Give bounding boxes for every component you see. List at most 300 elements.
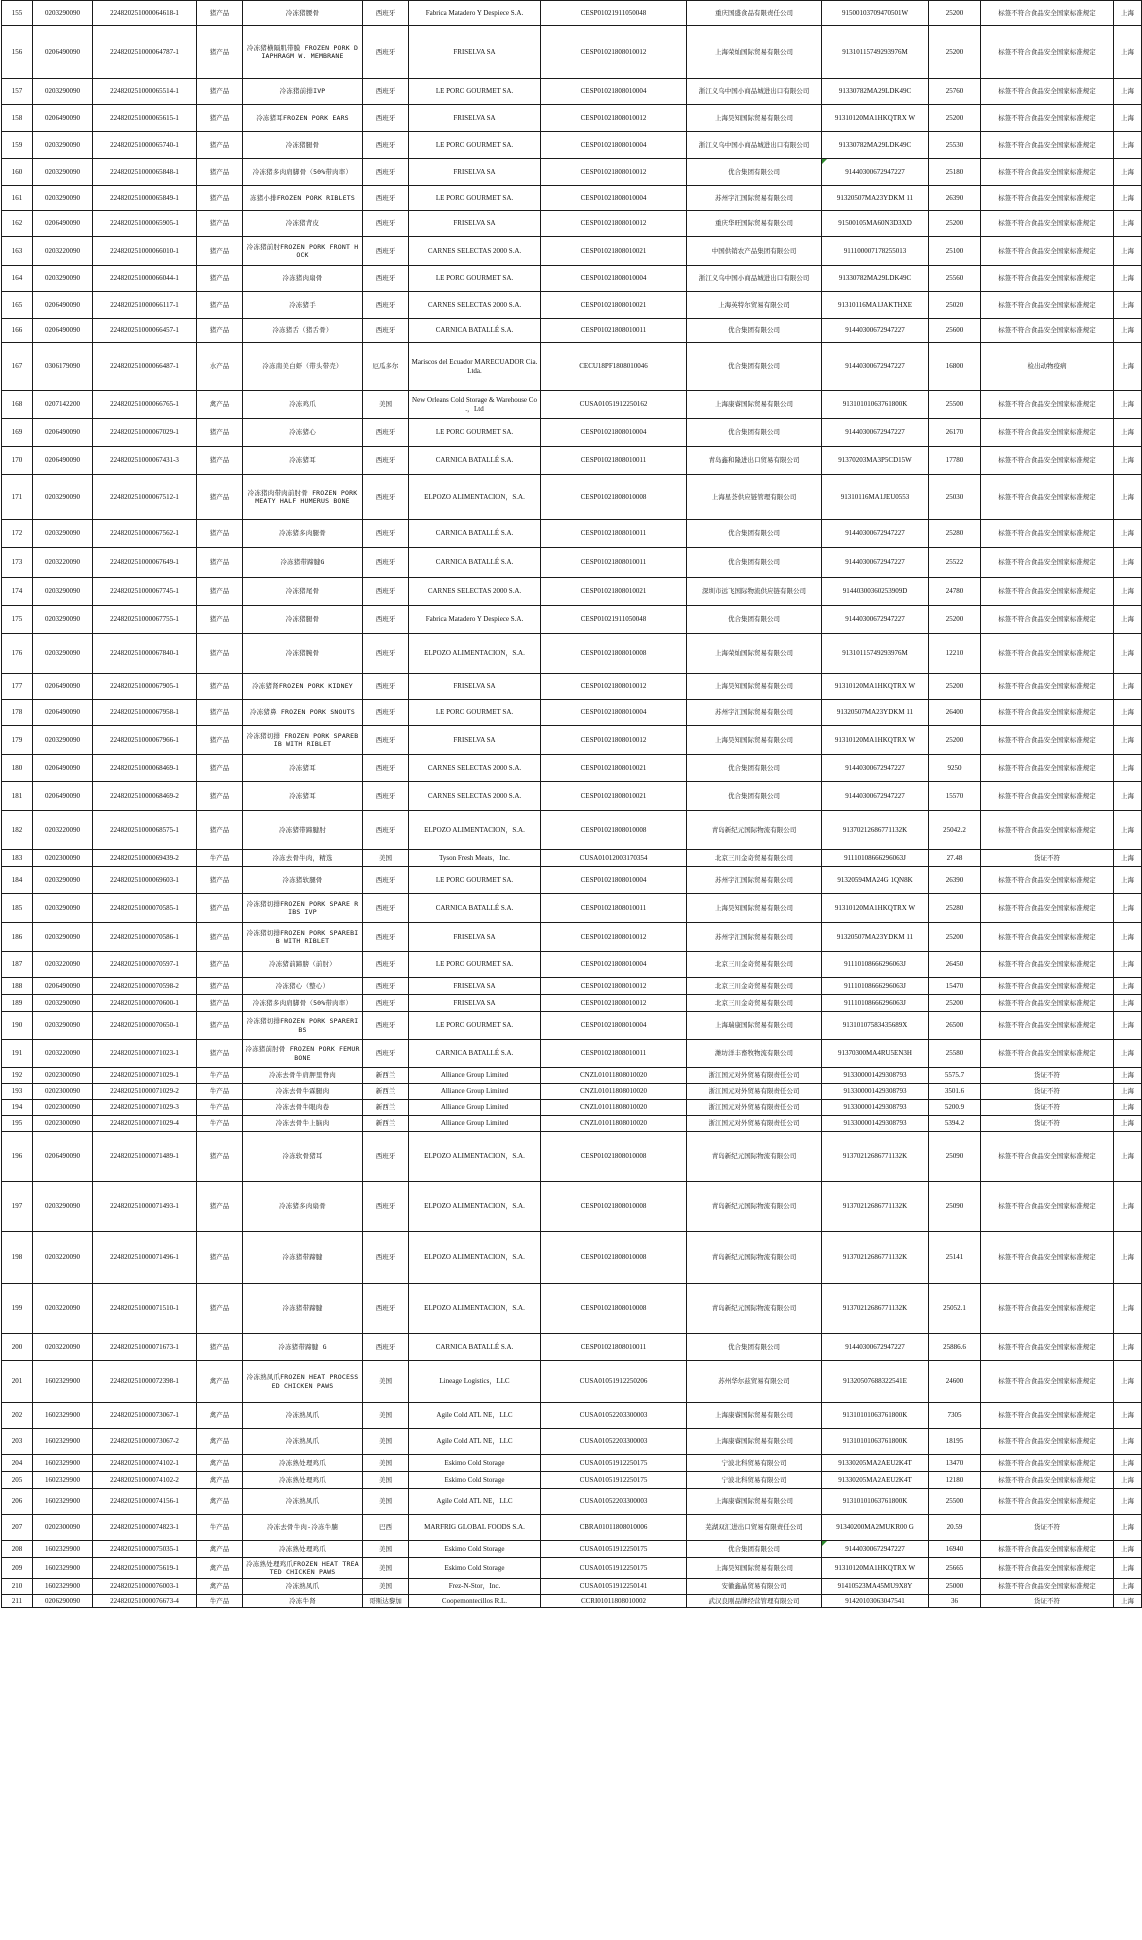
cell-reason: 标签不符合食品安全国家标准规定 (981, 894, 1114, 923)
cell-country: 西班牙 (363, 26, 409, 79)
cell-no: 174 (2, 578, 33, 606)
cell-cnee: 北京三川金奇贸易有限公司 (687, 978, 822, 995)
cell-crn: 91310116MA1JEU0553 (822, 475, 929, 520)
cell-reason: 货证不符 (981, 850, 1114, 867)
cell-name: 冷冻去骨牛肉-冷冻牛腩 (243, 1515, 363, 1541)
cell-no: 199 (2, 1284, 33, 1334)
cell-reason: 标签不符合食品安全国家标准规定 (981, 978, 1114, 995)
cell-cat: 猪产品 (197, 520, 243, 548)
cell-mfr: ELPOZO ALIMENTACION，S.A. (409, 634, 541, 674)
cell-cat: 猪产品 (197, 1232, 243, 1284)
table-row (2, 447, 1142, 475)
cell-crn: 91370212686771132K (822, 1182, 929, 1232)
cell-mfr: CARNES SELECTAS 2000 S.A. (409, 755, 541, 782)
cell-crn: 91310120MA1HKQTRX W (822, 1558, 929, 1579)
cell-no: 163 (2, 237, 33, 266)
cell-reg: CESP01021808010021 (541, 292, 687, 319)
cell-reg: CESP01021808010021 (541, 237, 687, 266)
cell-reg: CESP01021808010021 (541, 578, 687, 606)
cell-no: 157 (2, 79, 33, 105)
cell-crn: 91310101063761800K (822, 1403, 929, 1429)
cell-reg: CESP01021808010011 (541, 520, 687, 548)
cell-crn: 91320507MA23YDKM 11 (822, 700, 929, 726)
cell-mfr: Alliance Group Limited (409, 1116, 541, 1132)
cell-crn: 91330205MA2AEU2K4T (822, 1472, 929, 1489)
cell-decl: 224820251000066010-1 (93, 237, 197, 266)
cell-no: 205 (2, 1472, 33, 1489)
cell-cat: 猪产品 (197, 186, 243, 211)
cell-hs: 0206490090 (33, 755, 93, 782)
cell-port: 上海 (1114, 319, 1142, 343)
cell-port: 上海 (1114, 1068, 1142, 1084)
cell-name: 冷冻猪多肉腿骨 (243, 520, 363, 548)
cell-cnee: 优合集团有限公司 (687, 343, 822, 391)
cell-hs: 0206490090 (33, 26, 93, 79)
cell-hs: 1602329900 (33, 1489, 93, 1515)
cell-cnee: 上海昊知国际贸易有限公司 (687, 1558, 822, 1579)
cell-cat: 禽产品 (197, 391, 243, 419)
cell-mfr: Lineage Logistics，LLC (409, 1361, 541, 1403)
cell-no: 207 (2, 1515, 33, 1541)
cell-no: 208 (2, 1541, 33, 1558)
cell-hs: 0203220090 (33, 548, 93, 578)
cell-cnee: 深圳市远飞国际物流供应链有限公司 (687, 578, 822, 606)
cell-reason: 标签不符合食品安全国家标准规定 (981, 923, 1114, 952)
cell-crn: 91310115749293976M (822, 634, 929, 674)
table-row (2, 1182, 1142, 1232)
cell-port: 上海 (1114, 292, 1142, 319)
cell-no: 166 (2, 319, 33, 343)
table-row (2, 1541, 1142, 1558)
cell-cat: 禽产品 (197, 1472, 243, 1489)
cell-name: 冷冻熟凤爪 (243, 1579, 363, 1595)
cell-crn: 91370203MA3P5CD15W (822, 447, 929, 475)
cell-port: 上海 (1114, 79, 1142, 105)
cell-name: 冷冻熟处理鸡爪 (243, 1472, 363, 1489)
cell-port: 上海 (1114, 1182, 1142, 1232)
cell-no: 181 (2, 782, 33, 811)
table-row (2, 850, 1142, 867)
cell-country: 西班牙 (363, 211, 409, 237)
cell-mfr: Coopemontecillos R.L. (409, 1595, 541, 1608)
cell-reason: 标签不符合食品安全国家标准规定 (981, 1182, 1114, 1232)
cell-reg: CNZL01011808010020 (541, 1068, 687, 1084)
cell-reason: 标签不符合食品安全国家标准规定 (981, 419, 1114, 447)
cell-reg: CESP01021911050048 (541, 606, 687, 634)
cell-decl: 224820251000076673-4 (93, 1595, 197, 1608)
cell-wt: 25665 (929, 1558, 981, 1579)
cell-no: 192 (2, 1068, 33, 1084)
cell-cnee: 上海英特尔贸易有限公司 (687, 292, 822, 319)
cell-mfr: Fabrica Matadero Y Despiece S.A. (409, 606, 541, 634)
cell-port: 上海 (1114, 1100, 1142, 1116)
cell-mfr: ELPOZO ALIMENTACION，S.A. (409, 475, 541, 520)
cell-hs: 0206490090 (33, 1132, 93, 1182)
cell-decl: 224820251000071029-1 (93, 1068, 197, 1084)
cell-port: 上海 (1114, 475, 1142, 520)
cell-cnee: 青岛新纪元国际物流有限公司 (687, 1232, 822, 1284)
cell-cnee: 浙江义乌中国小商品城进出口有限公司 (687, 266, 822, 292)
cell-reg: CESP01021808010004 (541, 1012, 687, 1040)
cell-hs: 0206490090 (33, 700, 93, 726)
cell-no: 209 (2, 1558, 33, 1579)
cell-decl: 224820251000067745-1 (93, 578, 197, 606)
cell-hs: 0203290090 (33, 726, 93, 755)
cell-mfr: FRISELVA SA (409, 923, 541, 952)
cell-cat: 禽产品 (197, 1361, 243, 1403)
cell-reason: 标签不符合食品安全国家标准规定 (981, 952, 1114, 978)
cell-cat: 禽产品 (197, 1541, 243, 1558)
cell-mfr: Alliance Group Limited (409, 1084, 541, 1100)
cell-wt: 25760 (929, 79, 981, 105)
cell-crn: 91440300672947227 (822, 1334, 929, 1361)
cell-country: 新西兰 (363, 1116, 409, 1132)
cell-hs: 0203290090 (33, 132, 93, 159)
cell-wt: 25200 (929, 211, 981, 237)
cell-no: 183 (2, 850, 33, 867)
cell-cnee: 上海昊知国际贸易有限公司 (687, 894, 822, 923)
cell-port: 上海 (1114, 782, 1142, 811)
table-row (2, 343, 1142, 391)
cell-name: 冷冻猪带蹄腱 (243, 1284, 363, 1334)
cell-reason: 标签不符合食品安全国家标准规定 (981, 1489, 1114, 1515)
cell-no: 159 (2, 132, 33, 159)
cell-cat: 禽产品 (197, 1579, 243, 1595)
cell-cat: 猪产品 (197, 867, 243, 894)
cell-crn: 913300001429308793 (822, 1084, 929, 1100)
cell-wt: 20.59 (929, 1515, 981, 1541)
cell-country: 西班牙 (363, 548, 409, 578)
cell-reason: 标签不符合食品安全国家标准规定 (981, 1361, 1114, 1403)
cell-wt: 7305 (929, 1403, 981, 1429)
cell-cat: 猪产品 (197, 26, 243, 79)
cell-reg: CESP01021808010004 (541, 186, 687, 211)
cell-port: 上海 (1114, 811, 1142, 850)
cell-hs: 0206490090 (33, 674, 93, 700)
cell-reason: 检出动物疫病 (981, 343, 1114, 391)
cell-mfr: Eskimo Cold Storage (409, 1558, 541, 1579)
table-row (2, 319, 1142, 343)
cell-wt: 3501.6 (929, 1084, 981, 1100)
cell-country: 厄瓜多尔 (363, 343, 409, 391)
cell-hs: 0203220090 (33, 1040, 93, 1068)
cell-country: 美国 (363, 1361, 409, 1403)
cell-mfr: Frez-N-Stor，Inc. (409, 1579, 541, 1595)
cell-decl: 224820251000070600-1 (93, 995, 197, 1012)
cell-mfr: FRISELVA SA (409, 978, 541, 995)
cell-cnee: 优合集团有限公司 (687, 755, 822, 782)
cell-crn: 91320507MA23YDKM 11 (822, 923, 929, 952)
table-row (2, 867, 1142, 894)
cell-port: 上海 (1114, 1040, 1142, 1068)
cell-no: 173 (2, 548, 33, 578)
cell-cat: 猪产品 (197, 266, 243, 292)
cell-port: 上海 (1114, 237, 1142, 266)
cell-cat: 猪产品 (197, 1, 243, 26)
cell-reason: 标签不符合食品安全国家标准规定 (981, 1472, 1114, 1489)
cell-country: 西班牙 (363, 292, 409, 319)
cell-cat: 禽产品 (197, 1429, 243, 1455)
cell-decl: 224820251000067958-1 (93, 700, 197, 726)
cell-reason: 标签不符合食品安全国家标准规定 (981, 159, 1114, 186)
table-row (2, 1429, 1142, 1455)
cell-hs: 0207142200 (33, 391, 93, 419)
cell-country: 西班牙 (363, 995, 409, 1012)
cell-cnee: 上海昊知国际贸易有限公司 (687, 105, 822, 132)
cell-wt: 25200 (929, 105, 981, 132)
cell-hs: 0203290090 (33, 1012, 93, 1040)
cell-cat: 禽产品 (197, 1558, 243, 1579)
cell-name: 冷冻熟处理鸡爪 (243, 1455, 363, 1472)
cell-port: 上海 (1114, 1284, 1142, 1334)
cell-crn: 91310120MA1HKQTRX W (822, 674, 929, 700)
cell-no: 206 (2, 1489, 33, 1515)
cell-reason: 货证不符 (981, 1595, 1114, 1608)
cell-mfr: Agile Cold ATL NE，LLC (409, 1429, 541, 1455)
cell-port: 上海 (1114, 674, 1142, 700)
cell-cnee: 浙江国元对外贸易有限责任公司 (687, 1100, 822, 1116)
cell-port: 上海 (1114, 1558, 1142, 1579)
cell-reg: CESP01021808010012 (541, 923, 687, 952)
cell-name: 冷冻猪腿骨 (243, 606, 363, 634)
cell-mfr: ELPOZO ALIMENTACION，S.A. (409, 1284, 541, 1334)
cell-hs: 1602329900 (33, 1429, 93, 1455)
cell-mfr: ELPOZO ALIMENTACION，S.A. (409, 1182, 541, 1232)
cell-no: 202 (2, 1403, 33, 1429)
cell-name: 冷冻猪背皮 (243, 211, 363, 237)
cell-decl: 224820251000071029-2 (93, 1084, 197, 1100)
cell-decl: 224820251000065905-1 (93, 211, 197, 237)
cell-reg: CESP01021808010011 (541, 894, 687, 923)
cell-cat: 猪产品 (197, 606, 243, 634)
cell-name: 冷冻猪心（整心） (243, 978, 363, 995)
cell-wt: 25052.1 (929, 1284, 981, 1334)
cell-cnee: 优合集团有限公司 (687, 782, 822, 811)
cell-mfr: LE PORC GOURMET SA. (409, 1012, 541, 1040)
cell-hs: 0202300090 (33, 1100, 93, 1116)
cell-hs: 1602329900 (33, 1455, 93, 1472)
cell-crn: 91440300672947227 (822, 606, 929, 634)
cell-reason: 标签不符合食品安全国家标准规定 (981, 1429, 1114, 1455)
cell-decl: 224820251000071673-1 (93, 1334, 197, 1361)
cell-reason: 标签不符合食品安全国家标准规定 (981, 186, 1114, 211)
cell-no: 189 (2, 995, 33, 1012)
cell-cnee: 上海荣灿国际贸易有限公司 (687, 634, 822, 674)
cell-crn: 913300001429308793 (822, 1100, 929, 1116)
cell-port: 上海 (1114, 578, 1142, 606)
cell-crn: 91440300672947227 (822, 782, 929, 811)
cell-no: 178 (2, 700, 33, 726)
cell-cat: 猪产品 (197, 923, 243, 952)
cell-reg: CUSA01051912250175 (541, 1558, 687, 1579)
cell-cat: 猪产品 (197, 79, 243, 105)
cell-hs: 1602329900 (33, 1403, 93, 1429)
cell-no: 165 (2, 292, 33, 319)
cell-reg: CESP01021808010012 (541, 995, 687, 1012)
cell-port: 上海 (1114, 548, 1142, 578)
cell-crn: 91440300672947227 (822, 343, 929, 391)
cell-mfr: FRISELVA SA (409, 105, 541, 132)
table-row (2, 995, 1142, 1012)
cell-decl: 224820251000065848-1 (93, 159, 197, 186)
cell-wt: 16940 (929, 1541, 981, 1558)
cell-country: 西班牙 (363, 1334, 409, 1361)
cell-decl: 224820251000076003-1 (93, 1579, 197, 1595)
cell-cat: 猪产品 (197, 811, 243, 850)
cell-decl: 224820251000064787-1 (93, 26, 197, 79)
cell-no: 204 (2, 1455, 33, 1472)
cell-cat: 猪产品 (197, 475, 243, 520)
cell-name: 冷冻南美白虾（带头带壳） (243, 343, 363, 391)
cell-cnee: 上海康睿国际贸易有限公司 (687, 1429, 822, 1455)
cell-reason: 标签不符合食品安全国家标准规定 (981, 1334, 1114, 1361)
table-row (2, 1284, 1142, 1334)
cell-hs: 0203290090 (33, 606, 93, 634)
cell-name: 冷冻猪切排FROZEN PORK SPARE RIBS IVP (243, 894, 363, 923)
cell-no: 164 (2, 266, 33, 292)
table-row (2, 1515, 1142, 1541)
cell-country: 美国 (363, 1429, 409, 1455)
cell-cat: 牛产品 (197, 1116, 243, 1132)
cell-hs: 0202300090 (33, 1116, 93, 1132)
cell-crn: 91310120MA1HKQTRX W (822, 726, 929, 755)
cell-no: 195 (2, 1116, 33, 1132)
cell-reg: CUSA01012003170354 (541, 850, 687, 867)
cell-country: 西班牙 (363, 952, 409, 978)
cell-cnee: 苏州宇汇国际贸易有限公司 (687, 923, 822, 952)
cell-cat: 猪产品 (197, 237, 243, 266)
cell-crn: 91440300672947227 (822, 419, 929, 447)
table-row (2, 475, 1142, 520)
cell-wt: 25600 (929, 319, 981, 343)
cell-decl: 224820251000071489-1 (93, 1132, 197, 1182)
cell-reg: CUSA01051912250162 (541, 391, 687, 419)
table-row (2, 520, 1142, 548)
cell-cat: 猪产品 (197, 132, 243, 159)
cell-decl: 224820251000067966-1 (93, 726, 197, 755)
cell-name: 冷冻熟处理鸡爪FROZEN HEAT TREATED CHICKEN PAWS (243, 1558, 363, 1579)
cell-mfr: CARNICA BATALLÉ S.A. (409, 447, 541, 475)
cell-port: 上海 (1114, 755, 1142, 782)
cell-country: 西班牙 (363, 811, 409, 850)
cell-name: 冷冻猪前排IVP (243, 79, 363, 105)
cell-mfr: LE PORC GOURMET SA. (409, 132, 541, 159)
cell-mfr: Alliance Group Limited (409, 1068, 541, 1084)
cell-crn: 91330782MA29LDK49C (822, 132, 929, 159)
cell-crn: 91320594MA24G 1QN8K (822, 867, 929, 894)
cell-mfr: LE PORC GOURMET SA. (409, 186, 541, 211)
cell-reg: CESP01021911050048 (541, 1, 687, 26)
cell-country: 西班牙 (363, 782, 409, 811)
cell-reg: CESP01021808010012 (541, 726, 687, 755)
cell-reg: CESP01021808010012 (541, 211, 687, 237)
cell-cnee: 优合集团有限公司 (687, 1334, 822, 1361)
cell-crn: 91310116MA1JAKTHXE (822, 292, 929, 319)
cell-no: 170 (2, 447, 33, 475)
cell-name: 冷冻猪多肉扇骨 (243, 1182, 363, 1232)
cell-cnee: 北京三川金奇贸易有限公司 (687, 850, 822, 867)
cell-cnee: 苏州宇汇国际贸易有限公司 (687, 186, 822, 211)
cell-reg: CESP01021808010012 (541, 978, 687, 995)
cell-cnee: 优合集团有限公司 (687, 419, 822, 447)
cell-reg: CUSA01052203300003 (541, 1489, 687, 1515)
cell-country: 美国 (363, 391, 409, 419)
cell-mfr: CARNICA BATALLÉ S.A. (409, 1040, 541, 1068)
cell-name: 冷冻去骨牛上脑肉 (243, 1116, 363, 1132)
cell-cnee: 优合集团有限公司 (687, 159, 822, 186)
table-row (2, 1040, 1142, 1068)
cell-country: 西班牙 (363, 159, 409, 186)
cell-country: 西班牙 (363, 1040, 409, 1068)
cell-hs: 0203220090 (33, 1232, 93, 1284)
cell-decl: 224820251000066765-1 (93, 391, 197, 419)
cell-hs: 0203290090 (33, 1182, 93, 1232)
cell-port: 上海 (1114, 923, 1142, 952)
cell-no: 180 (2, 755, 33, 782)
cell-mfr: LE PORC GOURMET SA. (409, 952, 541, 978)
cell-wt: 25200 (929, 726, 981, 755)
cell-hs: 0206490090 (33, 978, 93, 995)
table-row (2, 634, 1142, 674)
cell-reason: 货证不符 (981, 1515, 1114, 1541)
cell-crn: 91370212686771132K (822, 1232, 929, 1284)
cell-name: 冷冻猪带蹄腱 (243, 1232, 363, 1284)
table-row (2, 952, 1142, 978)
cell-decl: 224820251000067649-1 (93, 548, 197, 578)
cell-name: 冻猪小排FROZEN PORK RIBLETS (243, 186, 363, 211)
cell-decl: 224820251000071510-1 (93, 1284, 197, 1334)
cell-crn: 91310115749293976M (822, 26, 929, 79)
cell-cnee: 优合集团有限公司 (687, 319, 822, 343)
cell-reason: 标签不符合食品安全国家标准规定 (981, 211, 1114, 237)
cell-wt: 26170 (929, 419, 981, 447)
table-row (2, 700, 1142, 726)
cell-country: 西班牙 (363, 674, 409, 700)
cell-wt: 17780 (929, 447, 981, 475)
cell-reason: 货证不符 (981, 1084, 1114, 1100)
cell-port: 上海 (1114, 1429, 1142, 1455)
cell-no: 201 (2, 1361, 33, 1403)
cell-mfr: CARNICA BATALLÉ S.A. (409, 894, 541, 923)
cell-wt: 9250 (929, 755, 981, 782)
cell-reg: CESP01021808010012 (541, 674, 687, 700)
cell-mfr: LE PORC GOURMET SA. (409, 700, 541, 726)
table-row (2, 1489, 1142, 1515)
cell-cat: 猪产品 (197, 447, 243, 475)
cell-country: 西班牙 (363, 419, 409, 447)
cell-cnee: 中国供销农产品集团有限公司 (687, 237, 822, 266)
cell-decl: 224820251000074156-1 (93, 1489, 197, 1515)
cell-no: 188 (2, 978, 33, 995)
cell-wt: 26390 (929, 186, 981, 211)
cell-country: 西班牙 (363, 520, 409, 548)
cell-crn: 91110108666296063J (822, 850, 929, 867)
cell-name: 冷冻猪带蹄腱 G (243, 1334, 363, 1361)
table-body (2, 1, 1142, 1608)
cell-hs: 0206490090 (33, 419, 93, 447)
cell-cnee: 优合集团有限公司 (687, 520, 822, 548)
cell-decl: 224820251000073067-2 (93, 1429, 197, 1455)
cell-port: 上海 (1114, 606, 1142, 634)
table-row (2, 1232, 1142, 1284)
cell-reg: CUSA01051912250175 (541, 1455, 687, 1472)
cell-reason: 标签不符合食品安全国家标准规定 (981, 1132, 1114, 1182)
cell-cnee: 青岛新纪元国际物流有限公司 (687, 1182, 822, 1232)
cell-no: 175 (2, 606, 33, 634)
cell-mfr: MARFRIG GLOBAL FOODS S.A. (409, 1515, 541, 1541)
cell-country: 西班牙 (363, 186, 409, 211)
cell-cat: 猪产品 (197, 952, 243, 978)
